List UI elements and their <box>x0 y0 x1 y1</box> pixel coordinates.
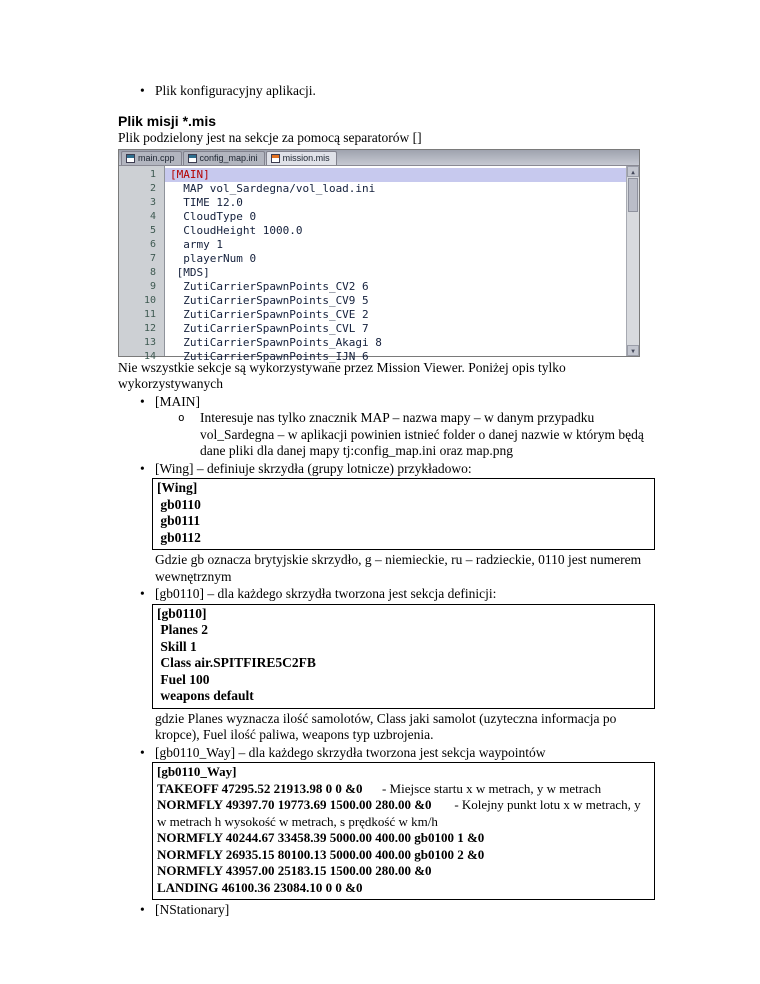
line-number: 4 <box>149 210 156 222</box>
bullet-item-gb0110-section <box>118 586 660 603</box>
editor-tab-config-map-ini[interactable] <box>183 151 265 165</box>
sub-bullet-map-description <box>118 410 660 460</box>
code-text: CloudType 0 <box>170 209 257 223</box>
file-icon <box>126 154 135 163</box>
waypoint-desc: - Kolejny punkt lotu x w metrach, y w metrach h wysokość w metrach, s prędkość w km/h <box>157 797 644 829</box>
waypoint-code: NORMFLY 40244.67 33458.39 5000.00 400.00 gb0100 1 &0 <box>157 830 485 845</box>
code-text: [MAIN] <box>165 168 626 182</box>
code-text: CloudHeight 1000.0 <box>170 223 303 237</box>
gb0110-note-paragraph: gdzie Planes wyznacza ilość samolotów, Class jaki samolot (uzyteczna informacja po kropce), Fuel ilość paliwa, weapons typ uzbrojenia. <box>155 710 617 742</box>
code-text: ZutiCarrierSpawnPoints_Akagi 8 <box>170 335 382 349</box>
file-icon <box>271 154 280 163</box>
bullet-item-waypoints-section <box>118 745 660 762</box>
box-line: gb0111 <box>157 513 201 528</box>
tab-label: mission.mis <box>282 152 330 163</box>
code-line <box>119 266 639 280</box>
line-number: 14 <box>143 350 156 362</box>
box-line: Skill 1 <box>157 638 197 654</box>
waypoint-line <box>157 847 649 864</box>
scroll-down-icon[interactable]: ▼ <box>627 345 639 356</box>
code-text: ZutiCarrierSpawnPoints_CV9 5 <box>170 293 369 307</box>
box-line: gb0112 <box>157 529 201 545</box>
editor-vscrollbar[interactable] <box>626 166 639 356</box>
file-icon <box>188 154 197 163</box>
box-line: gb0110 <box>157 496 201 512</box>
waypoint-code: NORMFLY 43957.00 25183.15 1500.00 280.00 &0 <box>157 863 432 878</box>
waypoint-code: NORMFLY 49397.70 19773.69 1500.00 280.00 &0 <box>157 797 432 812</box>
code-line <box>119 294 639 308</box>
bullet-text: [Wing] – definiuje skrzydła (grupy lotnicze) przykładowo: <box>155 460 472 476</box>
code-text: MAP vol_Sardegna/vol_load.ini <box>170 181 376 195</box>
bullet-icon: • <box>140 393 145 409</box>
box-line: Planes 2 <box>157 622 209 637</box>
box-line: Fuel 100 <box>157 671 210 687</box>
code-line <box>119 196 639 210</box>
box-line: [gb0110] <box>157 605 207 621</box>
bullet-text: [MAIN] <box>155 393 200 409</box>
code-line <box>119 224 639 238</box>
waypoint-code: TAKEOFF 47295.52 21913.98 0 0 &0 <box>157 780 363 796</box>
code-line <box>119 336 639 350</box>
waypoints-definition-box <box>152 762 655 900</box>
editor-tab-bar <box>119 150 639 166</box>
waypoint-code: NORMFLY 26935.15 80100.13 5000.00 400.00 gb0100 2 &0 <box>157 846 485 862</box>
line-number: 3 <box>149 196 156 208</box>
bullet-item-nstationary-section <box>118 902 660 919</box>
bullet-icon: • <box>140 460 145 476</box>
bullet-item-wing-section <box>118 461 660 478</box>
bullet-text: [gb0110_Way] – dla każdego skrzydła tworzona jest sekcja waypointów <box>155 744 546 760</box>
scroll-up-icon[interactable]: ▲ <box>627 166 639 177</box>
code-text: ZutiCarrierSpawnPoints_CV2 6 <box>170 279 369 293</box>
waypoint-line <box>157 797 649 830</box>
code-line <box>119 322 639 336</box>
wing-definition-box <box>152 478 655 550</box>
code-text: TIME 12.0 <box>170 195 243 209</box>
line-number: 1 <box>149 168 156 180</box>
code-line <box>119 252 639 266</box>
line-number: 9 <box>149 280 156 292</box>
code-text: army 1 <box>170 237 223 251</box>
bullet-icon: • <box>140 586 145 601</box>
tab-label: config_map.ini <box>199 152 258 163</box>
box-line: [Wing] <box>157 480 198 495</box>
editor-tab-mission-mis[interactable] <box>266 151 337 165</box>
code-text: ZutiCarrierSpawnPoints_CVL 7 <box>170 321 369 335</box>
line-number: 13 <box>143 336 156 348</box>
code-text: playerNum 0 <box>170 251 257 265</box>
code-line <box>119 168 639 182</box>
waypoint-code: [gb0110_Way] <box>157 764 237 779</box>
waypoint-line <box>157 863 649 880</box>
code-text: ZutiCarrierSpawnPoints_IJN 6 <box>170 349 369 363</box>
bullet-text: [NStationary] <box>155 902 230 917</box>
wing-note-paragraph: Gdzie gb oznacza brytyjskie skrzydło, g – niemieckie, ru – radzieckie, 0110 jest numerem wewnętrznym <box>155 552 642 584</box>
tab-label: main.cpp <box>138 152 175 163</box>
line-number: 12 <box>143 322 156 334</box>
bullet-icon: • <box>140 744 145 760</box>
line-number: 7 <box>149 252 156 264</box>
line-number: 11 <box>143 308 156 320</box>
sub-bullet-text: Interesuje nas tylko znacznik MAP – nazwa mapy – w danym przypadku vol_Sardegna – w aplikacji powinien istnieć folder o danej nazwie w którym będą dane pliki dla danej mapy tj:config_map.ini oraz map.png <box>200 410 644 458</box>
box-line: Class air.SPITFIRE5C2FB <box>157 655 316 670</box>
code-text: [MDS] <box>170 265 210 279</box>
waypoint-line <box>157 764 649 781</box>
code-text: ZutiCarrierSpawnPoints_CVE 2 <box>170 307 369 321</box>
editor-tab-main-cpp[interactable] <box>121 151 182 165</box>
line-number: 5 <box>149 224 156 236</box>
code-line <box>119 350 639 364</box>
line-number: 2 <box>149 182 156 194</box>
line-number: 8 <box>149 266 156 278</box>
bullet-item-config-file <box>118 83 660 100</box>
sub-bullet-icon: o <box>178 411 185 424</box>
line-number: 6 <box>149 238 156 250</box>
box-line: weapons default <box>157 688 254 703</box>
waypoint-line <box>157 781 649 798</box>
gb0110-definition-box <box>152 604 655 709</box>
waypoint-line <box>157 880 649 897</box>
code-line <box>119 308 639 322</box>
bullet-icon: • <box>140 902 145 917</box>
waypoint-line <box>157 830 649 847</box>
line-number: 10 <box>143 294 156 306</box>
bullet-icon: • <box>140 83 145 98</box>
code-line <box>119 238 639 252</box>
section-heading: Plik misji *.mis <box>118 112 217 129</box>
scrollbar-thumb[interactable] <box>628 178 638 212</box>
editor-code-area <box>119 166 639 363</box>
note-paragraph: Nie wszystkie sekcje są wykorzystywane przez Mission Viewer. Poniżej opis tylko wykorzystywanych <box>118 359 566 391</box>
code-line <box>119 210 639 224</box>
code-editor-screenshot <box>118 149 640 363</box>
waypoint-desc: - Miejsce startu x w metrach, y w metrach <box>362 780 602 796</box>
bullet-text: Plik konfiguracyjny aplikacji. <box>155 83 316 98</box>
code-line <box>119 280 639 294</box>
code-line <box>119 182 639 196</box>
bullet-item-main-section <box>118 394 660 411</box>
waypoint-code: LANDING 46100.36 23084.10 0 0 &0 <box>157 879 363 895</box>
bullet-text: [gb0110] – dla każdego skrzydła tworzona jest sekcja definicji: <box>155 586 497 601</box>
intro-paragraph: Plik podzielony jest na sekcje za pomocą separatorów [] <box>118 130 422 145</box>
